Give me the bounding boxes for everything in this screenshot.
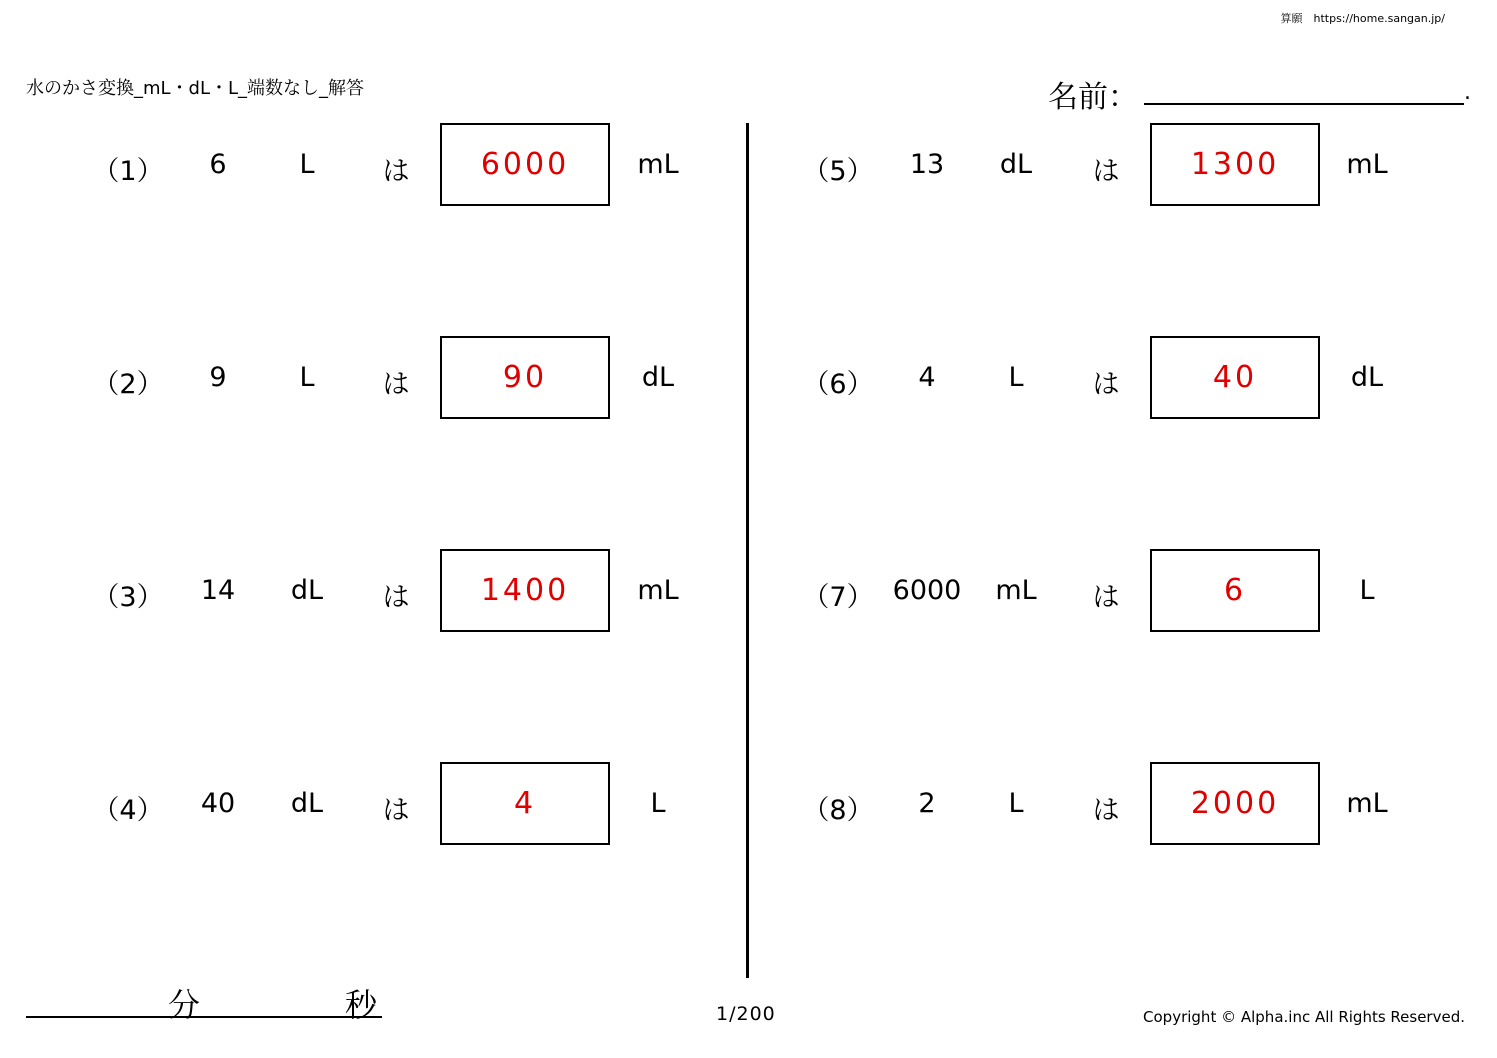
problem-value: 6000 — [892, 575, 962, 606]
problem-to-unit: dL — [1350, 362, 1384, 393]
answer-box[interactable]: 4 — [440, 762, 610, 845]
problem-particle: は — [1092, 156, 1120, 187]
problem-particle: は — [382, 156, 410, 187]
problem-particle: は — [1092, 582, 1120, 613]
problem-from-unit: dL — [999, 149, 1033, 180]
problem-to-unit: L — [650, 788, 666, 819]
problem-number: （4） — [92, 795, 164, 826]
problem-to-unit: dL — [641, 362, 675, 393]
problem-value: 13 — [909, 149, 945, 180]
problem-particle: は — [1092, 795, 1120, 826]
problem-value: 14 — [200, 575, 236, 606]
copyright: Copyright © Alpha.inc All Rights Reserved. — [1143, 1008, 1465, 1026]
site-url: 算願 https://home.sangan.jp/ — [1280, 12, 1445, 25]
answer-box[interactable]: 6000 — [440, 123, 610, 206]
name-field-line[interactable] — [1144, 103, 1464, 105]
problem-particle: は — [1092, 369, 1120, 400]
problem-from-unit: L — [299, 362, 315, 393]
page-number: 1/200 — [716, 1003, 776, 1025]
problem-number: （3） — [92, 582, 164, 613]
problem-number: （7） — [802, 582, 874, 613]
answer-box[interactable]: 2000 — [1150, 762, 1320, 845]
name-field-end: . — [1464, 80, 1471, 105]
problem-number: （8） — [802, 795, 874, 826]
answer-box[interactable]: 6 — [1150, 549, 1320, 632]
name-label: 名前： — [1048, 80, 1138, 115]
answer-box[interactable]: 40 — [1150, 336, 1320, 419]
problem-particle: は — [382, 582, 410, 613]
problem-to-unit: L — [1359, 575, 1375, 606]
problem-value: 4 — [918, 362, 936, 393]
problem-to-unit: mL — [637, 149, 679, 180]
answer-box[interactable]: 90 — [440, 336, 610, 419]
problem-from-unit: L — [299, 149, 315, 180]
problem-particle: は — [382, 369, 410, 400]
answer-box[interactable]: 1400 — [440, 549, 610, 632]
problem-particle: は — [382, 795, 410, 826]
problem-to-unit: mL — [637, 575, 679, 606]
column-divider — [746, 123, 749, 978]
problem-to-unit: mL — [1346, 788, 1388, 819]
problem-number: （1） — [92, 156, 164, 187]
time-line — [26, 1016, 382, 1018]
answer-box[interactable]: 1300 — [1150, 123, 1320, 206]
problem-value: 6 — [209, 149, 227, 180]
minutes-label: 分 — [168, 986, 201, 1024]
problem-to-unit: mL — [1346, 149, 1388, 180]
problem-value: 9 — [209, 362, 227, 393]
problem-value: 2 — [918, 788, 936, 819]
problem-from-unit: L — [1008, 362, 1024, 393]
problem-from-unit: L — [1008, 788, 1024, 819]
problem-number: （5） — [802, 156, 874, 187]
seconds-label: 秒 — [345, 986, 378, 1024]
problem-from-unit: mL — [995, 575, 1037, 606]
problem-number: （6） — [802, 369, 874, 400]
worksheet-title: 水のかさ変換_mL・dL・L_端数なし_解答 — [26, 78, 365, 99]
problem-from-unit: dL — [290, 575, 324, 606]
problem-from-unit: dL — [290, 788, 324, 819]
problem-value: 40 — [200, 788, 236, 819]
problem-number: （2） — [92, 369, 164, 400]
